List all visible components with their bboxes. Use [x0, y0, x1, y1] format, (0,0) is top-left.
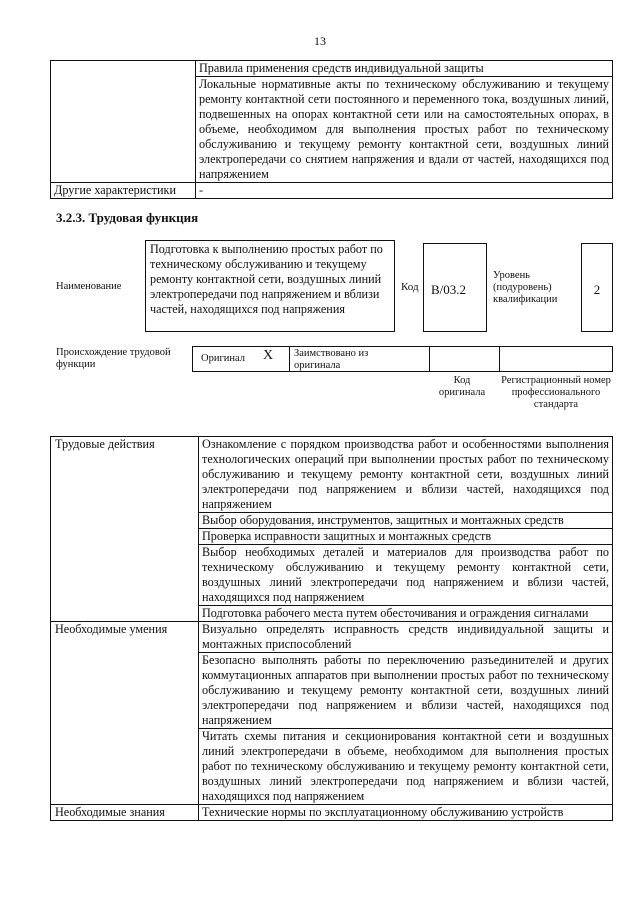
code-original-cell — [430, 347, 500, 371]
table-cell: Безопасно выполнять работы по переключению разъединителей и других коммутационных аппаратов при выполнении простых работ по техническому обслуживанию и текущему ремонту контактной сети, воздушных линий электропередачи под напряжением и вблизи частей, находящихся под напряжением — [199, 653, 613, 729]
reg-number-label: Регистрационный номер профессионального стандарта — [501, 375, 611, 410]
table-cell-right: - — [196, 183, 613, 199]
table-row — [51, 61, 613, 77]
table-row — [51, 437, 613, 513]
table-cell: Выбор необходимых деталей и материалов для производства работ по техническому обслуживанию и текущему ремонту контактной сети, воздушных линий электропередачи под напряжением и вблизи частей, находящихся под напряжением — [199, 545, 613, 606]
table-cell-right: Локальные нормативные акты по техническому обслуживанию и текущему ремонту контактной сети постоянного и переменного тока, воздушных линий, подвешенных на опорах контактной сети или на самостоятельных опорах, в объеме, необходимом для выполнения простых работ по техническому обслуживанию и текущему ремонту контактной сети, воздушных линий электропередачи со снятием напряжения и вдали от частей, находящихся под напряжением — [196, 77, 613, 183]
name-label: Наименование — [56, 281, 122, 292]
group-label: Необходимые знания — [51, 805, 199, 821]
table-cell: Ознакомление с порядком производства работ и особенностями выполнения технологических операций при выполнении простых работ по техническому обслуживанию и текущему ремонту контактной сети, воздушных линий электропередачи под напряжением и вблизи частей, находящихся под напряжением — [199, 437, 613, 513]
level-label: Уровень (подуровень) квалификации — [493, 270, 558, 305]
table-row — [51, 805, 613, 821]
table-row — [51, 622, 613, 653]
code-label: Код — [401, 281, 419, 293]
labor-function-table — [50, 436, 613, 821]
origin-row — [192, 346, 613, 372]
table-cell: Подготовка рабочего места путем обесточивания и ограждения сигналами — [199, 606, 613, 622]
table-cell: Читать схемы питания и секционирования контактной сети и воздушных линий электропередачи в объеме, необходимом для выполнения простых работ по техническому обслуживанию и текущему ремонту контактной сети, воздушных линий электропередачи под напряжением и вблизи частей, находящихся под напряжением — [199, 729, 613, 805]
original-cell — [193, 347, 290, 371]
table-cell-right: Правила применения средств индивидуальной защиты — [196, 61, 613, 77]
table-cell: Технические нормы по эксплуатационному обслуживанию устройств — [199, 805, 613, 821]
table-row — [51, 183, 613, 199]
top-table — [50, 60, 613, 199]
group-label: Необходимые умения — [51, 622, 199, 805]
table-cell: Визуально определять исправность средств индивидуальной защиты и монтажных приспособлений — [199, 622, 613, 653]
section-title: 3.2.3. Трудовая функция — [56, 210, 199, 225]
group-label: Трудовые действия — [51, 437, 199, 622]
code-original-label: Код оригинала — [438, 375, 486, 398]
original-label: Оригинал — [201, 353, 245, 364]
table-cell: Проверка исправности защитных и монтажных средств — [199, 529, 613, 545]
table-cell-left: Другие характеристики — [51, 183, 196, 199]
borrowed-cell — [290, 347, 430, 371]
function-name-box: Подготовка к выполнению простых работ по техническому обслуживанию и текущему ремонту контактной сети, воздушных линий электропередачи под напряжением и вблизи частей, находящихся под напряжения — [145, 240, 395, 332]
origin-label: Происхождение трудовой функции — [56, 347, 171, 370]
borrowed-label: Заимствовано из оригинала — [294, 348, 369, 371]
level-value-box: 2 — [581, 243, 613, 332]
table-cell: Выбор оборудования, инструментов, защитных и монтажных средств — [199, 513, 613, 529]
code-value-box: В/03.2 — [423, 243, 487, 332]
table-cell-left — [51, 61, 196, 183]
original-mark: X — [263, 348, 274, 363]
page-number: 13 — [314, 34, 326, 48]
